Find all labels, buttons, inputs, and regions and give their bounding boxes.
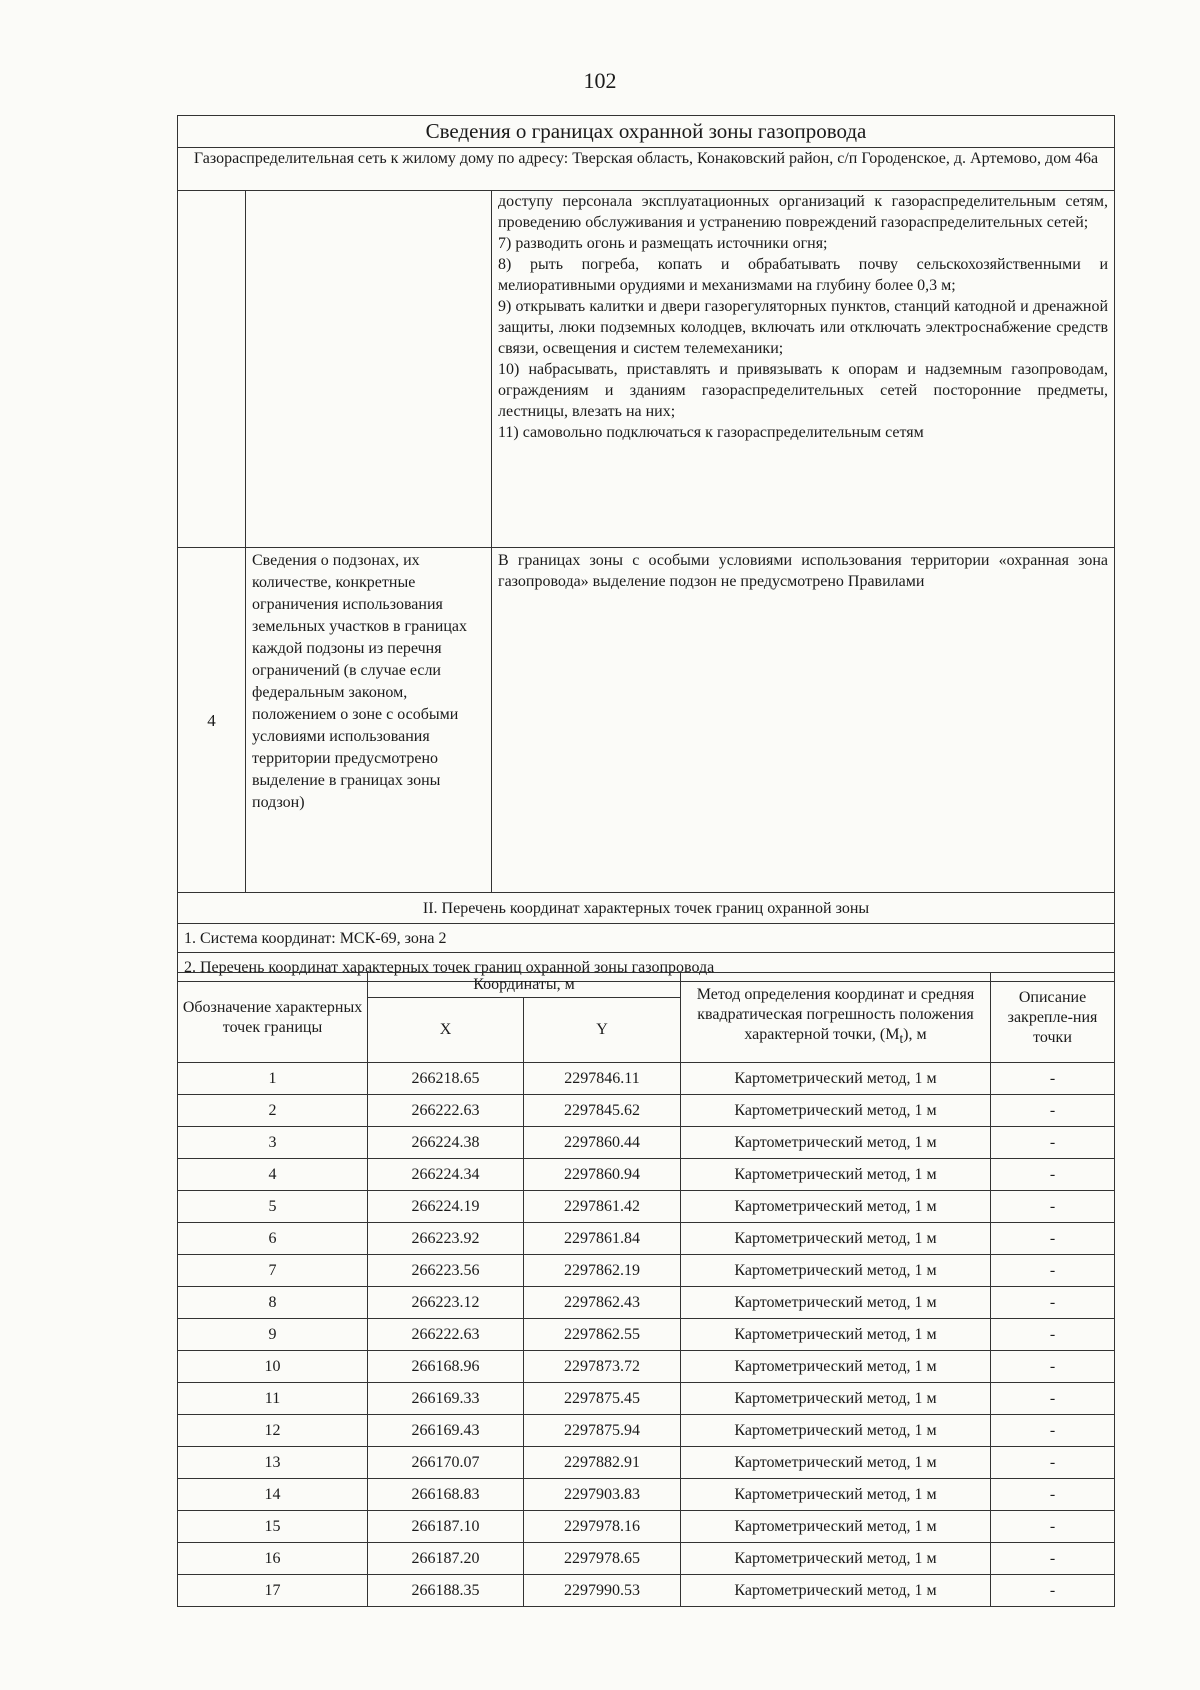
table-row <box>178 1479 1115 1511</box>
table-row <box>178 1383 1115 1415</box>
coord-y: 2297861.84 <box>524 1223 681 1255</box>
header-point: Обозначение характерных точек границы <box>178 973 368 1063</box>
table-row <box>178 1415 1115 1447</box>
method: Картометрический метод, 1 м <box>681 1575 991 1607</box>
subzones-label: Сведения о подзонах, их количестве, конкретные ограничения использования земельных участков в границах каждой подзоны из перечня ограничений (в случае если федеральным законом, положением о зоне с особыми условиями использования территории предусмотрено выделение в границах зоны подзон) <box>246 548 492 893</box>
point-number: 12 <box>178 1415 368 1447</box>
table-row <box>178 1127 1115 1159</box>
table-row <box>178 1095 1115 1127</box>
point-description: - <box>991 1159 1115 1191</box>
table-row <box>178 1511 1115 1543</box>
zone-info-table <box>177 115 1115 982</box>
coord-y: 2297875.94 <box>524 1415 681 1447</box>
coord-x: 266168.96 <box>368 1351 524 1383</box>
coord-y: 2297861.42 <box>524 1191 681 1223</box>
coord-y: 2297862.55 <box>524 1319 681 1351</box>
point-number: 1 <box>178 1063 368 1095</box>
coord-y: 2297862.43 <box>524 1287 681 1319</box>
restriction-item: доступу персонала эксплуатационных организаций к газораспределительным сетям, проведению обслуживания и устранению повреждений газораспределительных сетей; <box>498 193 1109 231</box>
coord-x: 266169.33 <box>368 1383 524 1415</box>
coord-y: 2297903.83 <box>524 1479 681 1511</box>
method: Картометрический метод, 1 м <box>681 1383 991 1415</box>
point-number: 14 <box>178 1479 368 1511</box>
restriction-item: 11) самовольно подключаться к газораспределительным сетям <box>498 424 924 441</box>
coord-y: 2297875.45 <box>524 1383 681 1415</box>
document-subtitle: Газораспределительная сеть к жилому дому по адресу: Тверская область, Конаковский район, с/п Городенское, д. Артемово, дом 46а <box>178 148 1115 191</box>
header-method-tail: ), м <box>903 1026 927 1044</box>
point-number: 2 <box>178 1095 368 1127</box>
method: Картометрический метод, 1 м <box>681 1319 991 1351</box>
coord-list-title: 2. Перечень координат характерных точек границ охранной зоны газопровода <box>178 953 1115 982</box>
coord-y: 2297978.16 <box>524 1511 681 1543</box>
table-row <box>178 1543 1115 1575</box>
header-method-text: Метод определения координат и средняя квадратическая погрешность положения характерной точки, (M <box>696 986 975 1044</box>
coordinates-table <box>177 972 1115 1607</box>
header-x: X <box>368 998 524 1063</box>
coord-x: 266223.12 <box>368 1287 524 1319</box>
method: Картометрический метод, 1 м <box>681 1415 991 1447</box>
coord-y: 2297862.19 <box>524 1255 681 1287</box>
point-description: - <box>991 1223 1115 1255</box>
empty-number-cell <box>178 191 246 548</box>
coord-x: 266188.35 <box>368 1575 524 1607</box>
point-description: - <box>991 1063 1115 1095</box>
coord-y: 2297990.53 <box>524 1575 681 1607</box>
page-number: 102 <box>583 68 617 93</box>
table-row <box>178 1447 1115 1479</box>
point-description: - <box>991 1479 1115 1511</box>
point-number: 6 <box>178 1223 368 1255</box>
coord-x: 266222.63 <box>368 1319 524 1351</box>
method: Картометрический метод, 1 м <box>681 1127 991 1159</box>
header-coordinates: Координаты, м <box>368 973 681 998</box>
table-row <box>178 1159 1115 1191</box>
point-number: 8 <box>178 1287 368 1319</box>
point-description: - <box>991 1575 1115 1607</box>
table-row <box>178 1223 1115 1255</box>
header-y: Y <box>524 998 681 1063</box>
table-row <box>178 1063 1115 1095</box>
empty-label-cell <box>246 191 492 548</box>
table-row <box>178 1319 1115 1351</box>
coordinate-rows <box>178 1063 1115 1607</box>
coord-x: 266187.10 <box>368 1511 524 1543</box>
table-row <box>178 1287 1115 1319</box>
row-number: 4 <box>178 548 246 893</box>
point-description: - <box>991 1415 1115 1447</box>
document-title: Сведения о границах охранной зоны газопровода <box>178 116 1115 148</box>
restriction-item: 8) рыть погреба, копать и обрабатывать почву сельскохозяйственными и мелиоративными орудиями и механизмами на глубину более 0,3 м; <box>498 256 1109 294</box>
point-number: 4 <box>178 1159 368 1191</box>
coord-x: 266168.83 <box>368 1479 524 1511</box>
coord-x: 266223.56 <box>368 1255 524 1287</box>
point-number: 7 <box>178 1255 368 1287</box>
method: Картометрический метод, 1 м <box>681 1095 991 1127</box>
coord-x: 266169.43 <box>368 1415 524 1447</box>
coord-x: 266224.19 <box>368 1191 524 1223</box>
coord-y: 2297845.62 <box>524 1095 681 1127</box>
subzones-value: В границах зоны с особыми условиями использования территории «охранная зона газопровода» выделение подзон не предусмотрено Правилами <box>492 548 1115 893</box>
restriction-item: 9) открывать калитки и двери газорегуляторных пунктов, станций катодной и дренажной защиты, люки подземных колодцев, включать или отключать электроснабжение средств связи, освещения и систем телемеханики; <box>498 298 1109 357</box>
point-number: 11 <box>178 1383 368 1415</box>
point-number: 9 <box>178 1319 368 1351</box>
point-description: - <box>991 1319 1115 1351</box>
point-number: 16 <box>178 1543 368 1575</box>
restrictions-cell <box>492 191 1115 548</box>
coord-x: 266224.38 <box>368 1127 524 1159</box>
table-row <box>178 1575 1115 1607</box>
method: Картометрический метод, 1 м <box>681 1159 991 1191</box>
method: Картометрический метод, 1 м <box>681 1543 991 1575</box>
method: Картометрический метод, 1 м <box>681 1063 991 1095</box>
coord-x: 266222.63 <box>368 1095 524 1127</box>
coord-x: 266170.07 <box>368 1447 524 1479</box>
coord-x: 266218.65 <box>368 1063 524 1095</box>
coord-y: 2297860.44 <box>524 1127 681 1159</box>
table-row <box>178 1351 1115 1383</box>
coord-y: 2297882.91 <box>524 1447 681 1479</box>
method: Картометрический метод, 1 м <box>681 1447 991 1479</box>
method: Картометрический метод, 1 м <box>681 1191 991 1223</box>
point-description: - <box>991 1543 1115 1575</box>
table-row <box>178 1191 1115 1223</box>
coord-y: 2297846.11 <box>524 1063 681 1095</box>
coord-y: 2297978.65 <box>524 1543 681 1575</box>
point-number: 17 <box>178 1575 368 1607</box>
method: Картометрический метод, 1 м <box>681 1479 991 1511</box>
restriction-item: 7) разводить огонь и размещать источники огня; <box>498 235 828 252</box>
coord-y: 2297860.94 <box>524 1159 681 1191</box>
coord-system: 1. Система координат: МСК-69, зона 2 <box>178 924 1115 953</box>
point-description: - <box>991 1255 1115 1287</box>
coord-x: 266224.34 <box>368 1159 524 1191</box>
point-number: 15 <box>178 1511 368 1543</box>
point-number: 5 <box>178 1191 368 1223</box>
method: Картометрический метод, 1 м <box>681 1351 991 1383</box>
header-method <box>681 973 991 1063</box>
point-description: - <box>991 1383 1115 1415</box>
method: Картометрический метод, 1 м <box>681 1511 991 1543</box>
header-method-subscript: t <box>899 1031 904 1047</box>
point-description: - <box>991 1191 1115 1223</box>
point-description: - <box>991 1287 1115 1319</box>
header-description: Описание закрепле-ния точки <box>991 973 1115 1063</box>
point-description: - <box>991 1127 1115 1159</box>
table-row <box>178 1255 1115 1287</box>
point-description: - <box>991 1511 1115 1543</box>
section2-title: II. Перечень координат характерных точек границ охранной зоны <box>178 893 1115 924</box>
point-description: - <box>991 1447 1115 1479</box>
restriction-item: 10) набрасывать, приставлять и привязывать к опорам и надземным газопроводам, ограждениям и зданиям газораспределительных сетей посторонние предметы, лестницы, влезать на них; <box>498 361 1109 420</box>
method: Картометрический метод, 1 м <box>681 1255 991 1287</box>
coord-y: 2297873.72 <box>524 1351 681 1383</box>
point-number: 3 <box>178 1127 368 1159</box>
point-number: 10 <box>178 1351 368 1383</box>
method: Картометрический метод, 1 м <box>681 1287 991 1319</box>
point-description: - <box>991 1351 1115 1383</box>
coord-x: 266223.92 <box>368 1223 524 1255</box>
coord-x: 266187.20 <box>368 1543 524 1575</box>
point-number: 13 <box>178 1447 368 1479</box>
method: Картометрический метод, 1 м <box>681 1223 991 1255</box>
point-description: - <box>991 1095 1115 1127</box>
